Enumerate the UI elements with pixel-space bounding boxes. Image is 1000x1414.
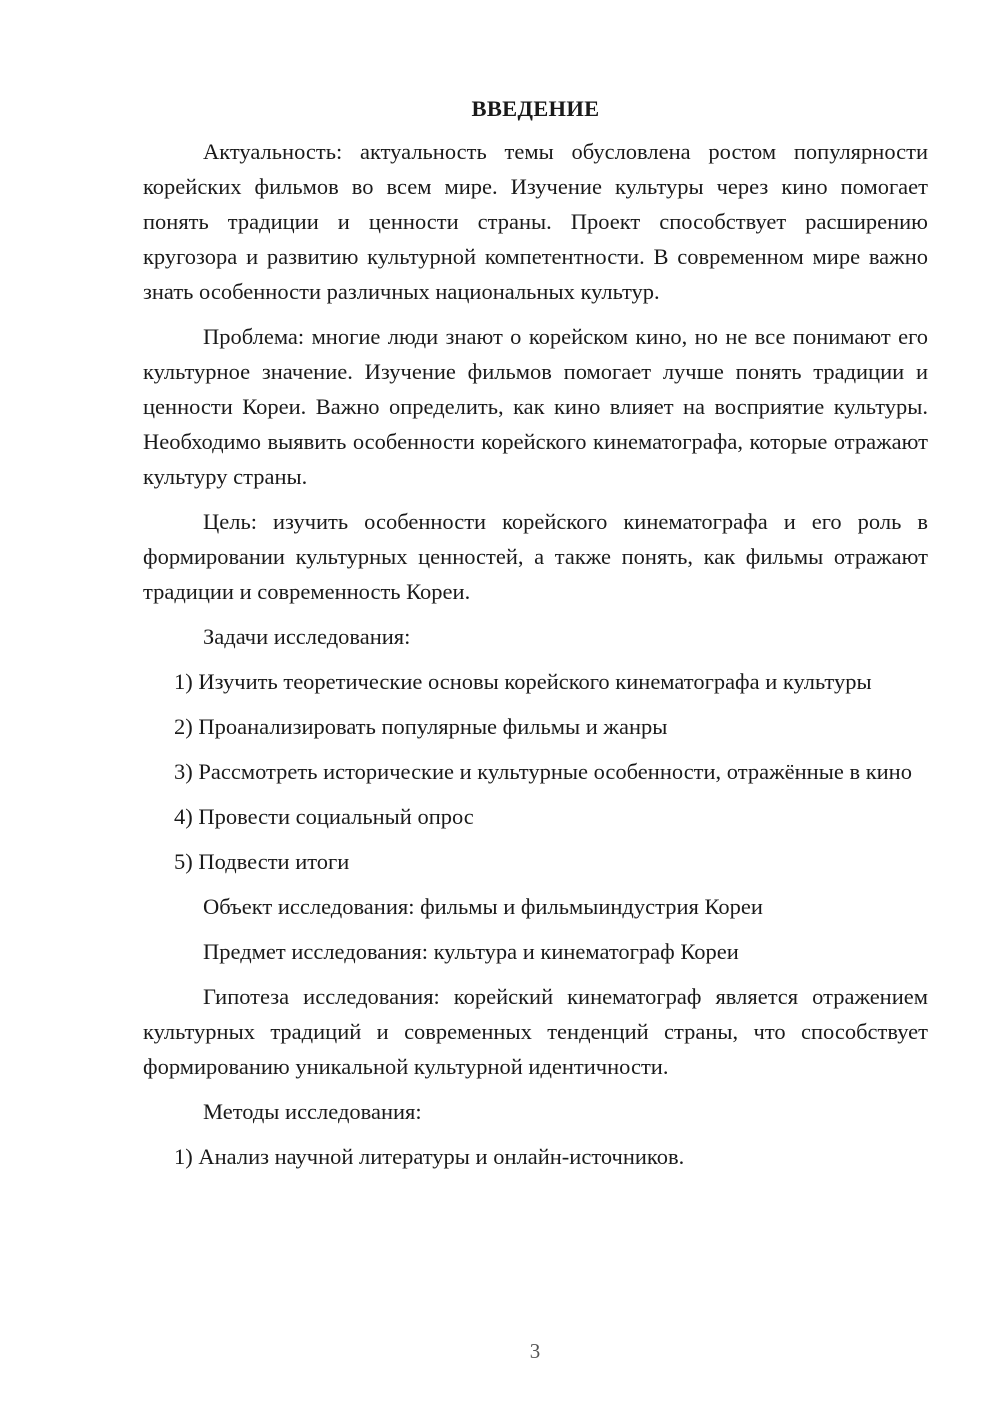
problem-paragraph: Проблема: многие люди знают о корейском кино, но не все понимают его культурное значение. Изучение фильмов помогает лучше понять традиции и ценности Кореи. Важно определить, как кино влияет на восприятие культуры. Необходимо выявить особенности корейского кинематографа, которые отражают культуру страны.	[143, 324, 928, 489]
list-item: 2) Проанализировать популярные фильмы и жанры	[174, 714, 668, 739]
hypothesis-paragraph: Гипотеза исследования: корейский кинематограф является отражением культурных традиций и современных тенденций страны, что способствует формированию уникальной культурной идентичности.	[143, 984, 928, 1079]
page-content	[143, 91, 928, 1184]
page-number: 3	[529, 1339, 541, 1363]
methods-heading: Методы исследования:	[203, 1099, 422, 1124]
tasks-heading: Задачи исследования:	[203, 624, 411, 649]
goal-paragraph: Цель: изучить особенности корейского кинематографа и его роль в формировании культурных ценностей, а также понять, как фильмы отражают традиции и современность Кореи.	[143, 509, 928, 604]
object-line: Объект исследования: фильмы и фильмыиндустрия Кореи	[203, 894, 763, 919]
methods-list	[143, 1139, 928, 1174]
relevance-paragraph: Актуальность: актуальность темы обусловлена ростом популярности корейских фильмов во всем мире. Изучение культуры через кино помогает понять традиции и ценности страны. Проект способствует расширению кругозора и развитию культурной компетентности. В современном мире важно знать особенности различных национальных культур.	[143, 139, 928, 304]
list-item: 3) Рассмотреть исторические и культурные особенности, отражённые в кино	[174, 759, 912, 784]
list-item: 4) Провести социальный опрос	[174, 804, 474, 829]
list-item: 1) Анализ научной литературы и онлайн-источников.	[174, 1144, 685, 1169]
list-item: 1) Изучить теоретические основы корейского кинематографа и культуры	[174, 669, 872, 694]
tasks-list	[143, 664, 928, 879]
page-title: ВВЕДЕНИЕ	[471, 96, 600, 121]
subject-line: Предмет исследования: культура и кинематограф Кореи	[203, 939, 739, 964]
list-item: 5) Подвести итоги	[174, 849, 350, 874]
